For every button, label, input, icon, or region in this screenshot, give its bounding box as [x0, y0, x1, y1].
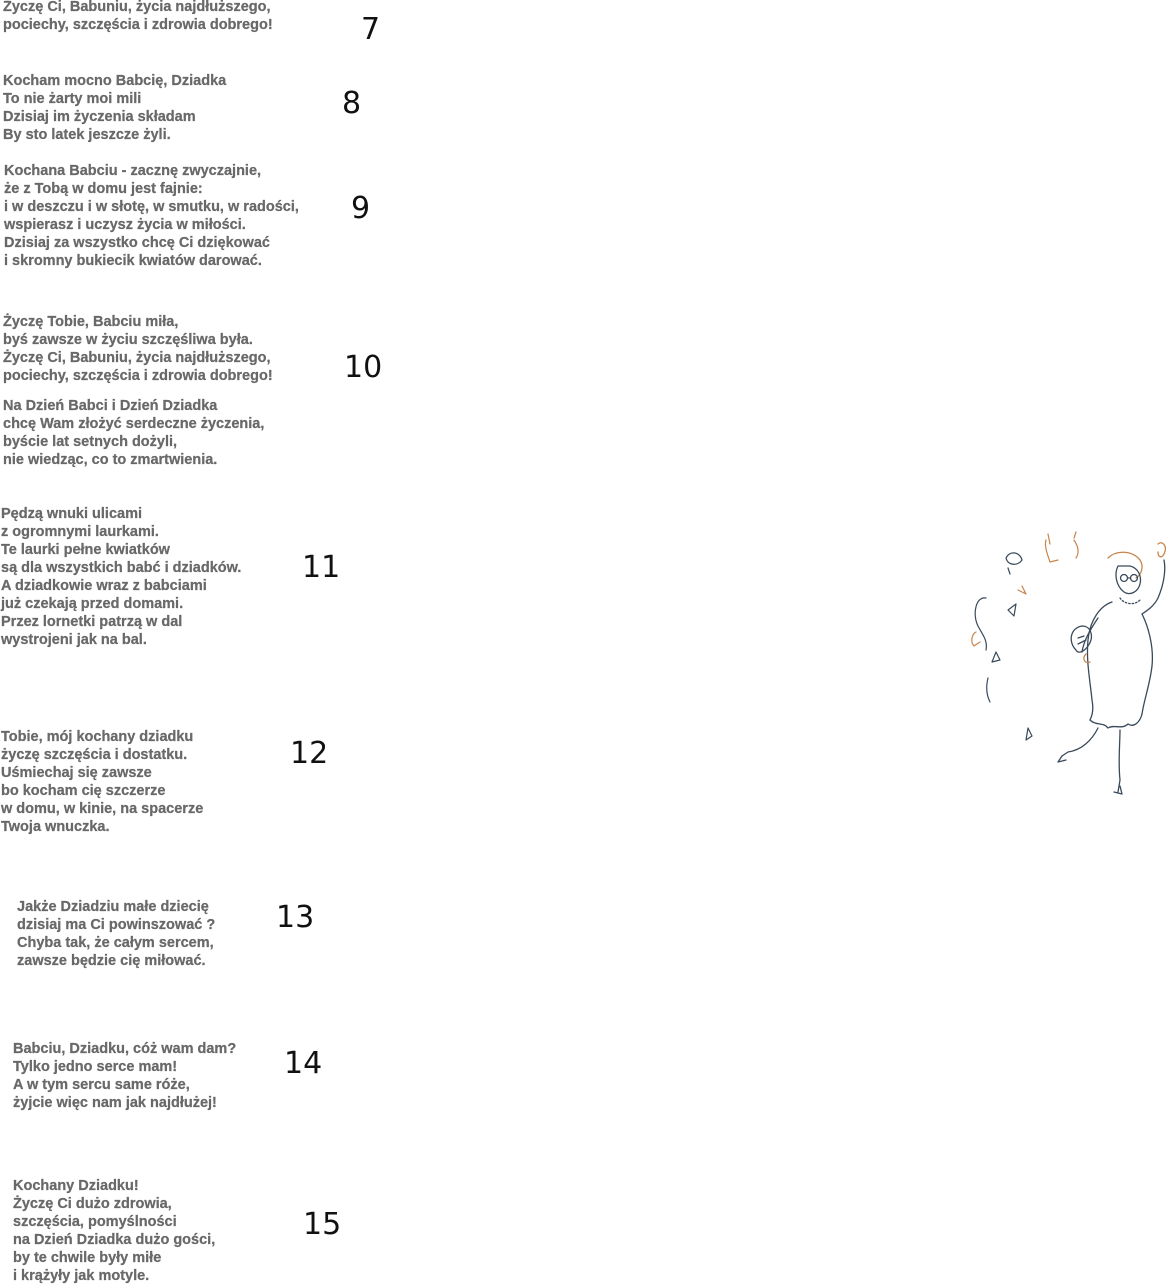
poem-line: Uśmiechaj się zawsze — [1, 765, 152, 781]
floating-shapes-icon — [972, 534, 1058, 740]
poem-line: pociechy, szczęścia i zdrowia dobrego! — [3, 368, 273, 384]
poem-line: by te chwile były miłe — [13, 1250, 162, 1266]
poem-line: To nie żarty moi mili — [3, 91, 142, 107]
poem-line: na Dzień Dziadka dużo gości, — [13, 1232, 216, 1248]
poem-line: już czekają przed domami. — [1, 596, 184, 612]
poem-line: A w tym sercu same róże, — [13, 1077, 190, 1093]
poem-line: Życzę Ci, Babuniu, życia najdłuższego, — [3, 350, 271, 366]
poem-line: Chyba tak, że całym sercem, — [17, 935, 214, 951]
poem-line: Kochany Dziadku! — [13, 1178, 139, 1194]
poem-line: zawsze będzie cię miłować. — [17, 953, 206, 969]
poem-line: nie wiedząc, co to zmartwienia. — [3, 452, 218, 468]
poem-line: wspierasz i uczysz życia w miłości. — [4, 217, 246, 233]
poem-line: Tylko jedno serce mam! — [13, 1059, 178, 1075]
poem-line: dzisiaj ma Ci powinszować ? — [17, 917, 216, 933]
poem-line: byście lat setnych dożyli, — [3, 434, 178, 450]
poem-15 — [13, 1177, 215, 1285]
poem-number-7: 7 — [361, 12, 381, 47]
poem-line: są dla wszystkich babć i dziadków. — [1, 560, 242, 576]
poem-line: Życzę Ci, Babuniu, życia najdłuższego, — [3, 0, 271, 15]
poem-line: Tobie, mój kochany dziadku — [1, 729, 194, 745]
poem-line: By sto latek jeszcze żyli. — [3, 127, 171, 143]
poem-line: w domu, w kinie, na spacerze — [1, 801, 204, 817]
poem-9 — [4, 162, 299, 270]
poem-line: Twoja wnuczka. — [1, 819, 110, 835]
poem-8 — [3, 72, 226, 144]
poem-line: z ogromnymi laurkami. — [1, 524, 159, 540]
poem-line: pociechy, szczęścia i zdrowia dobrego! — [3, 17, 273, 33]
poem-11 — [1, 505, 241, 649]
poem-14 — [13, 1040, 236, 1112]
poem-line: A dziadkowie wraz z babciami — [1, 578, 207, 594]
poem-line: Kocham mocno Babcię, Dziadka — [3, 73, 227, 89]
poem-7 — [3, 0, 273, 34]
poem-number-9: 9 — [351, 191, 371, 226]
poem-number-12: 12 — [290, 736, 329, 771]
poem-line: Na Dzień Babci i Dzień Dziadka — [3, 398, 218, 414]
poem-line: i w deszczu i w słotę, w smutku, w radości, — [4, 199, 299, 215]
grandmother-figure-icon — [1058, 543, 1165, 794]
poem-line: Przez lornetki patrzą w dal — [1, 614, 183, 630]
poem-12 — [1, 728, 203, 836]
poem-line: Te laurki pełne kwiatków — [1, 542, 170, 558]
poem-number-13: 13 — [276, 900, 315, 935]
poem-13 — [17, 898, 215, 970]
poem-line: wystrojeni jak na bal. — [1, 632, 147, 648]
poem-number-14: 14 — [284, 1046, 323, 1081]
poem-line: bo kocham cię szczerze — [1, 783, 166, 799]
poem-10b — [3, 397, 264, 469]
poem-number-10: 10 — [344, 350, 383, 385]
poem-line: Dzisiaj im życzenia składam — [3, 109, 196, 125]
poem-line: żyjcie więc nam jak najdłużej! — [13, 1095, 217, 1111]
poem-line: Babciu, Dziadku, cóż wam dam? — [13, 1041, 237, 1057]
poem-line: chcę Wam złożyć serdeczne życzenia, — [3, 416, 265, 432]
poem-line: Dzisiaj za wszystko chcę Ci dziękować — [4, 235, 270, 251]
poem-line: Życzę Tobie, Babciu miła, — [3, 314, 179, 330]
poem-line: i skromny bukiecik kwiatów darować. — [4, 253, 262, 269]
poem-number-8: 8 — [342, 86, 362, 121]
poem-line: Kochana Babciu - zacznę zwyczajnie, — [4, 163, 262, 179]
poem-line: szczęścia, pomyślności — [13, 1214, 177, 1230]
poem-line: i krążyły jak motyle. — [13, 1268, 150, 1284]
poem-line: że z Tobą w domu jest fajnie: — [4, 181, 203, 197]
poem-line: życzę szczęścia i dostatku. — [1, 747, 188, 763]
pointing-hand-icon — [1074, 532, 1078, 558]
poem-10a — [3, 313, 273, 385]
poem-line: Życzę Ci dużo zdrowia, — [13, 1196, 172, 1212]
poem-number-11: 11 — [302, 550, 341, 585]
poem-line: Jakże Dziadziu małe dziecię — [17, 899, 209, 915]
dancing-grandmother-illustration — [958, 530, 1171, 800]
poem-line: Pędzą wnuki ulicami — [1, 506, 143, 522]
poem-line: byś zawsze w życiu szczęśliwa była. — [3, 332, 253, 348]
poem-number-15: 15 — [303, 1207, 342, 1242]
